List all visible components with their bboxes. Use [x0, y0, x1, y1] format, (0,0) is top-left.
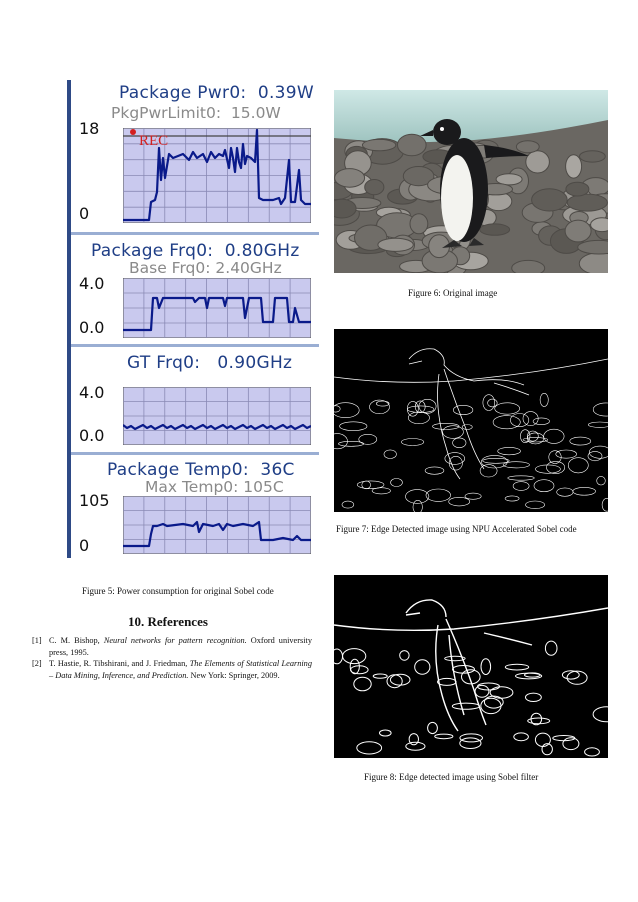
- npu-edge-detected-image: [334, 329, 608, 512]
- divider: [71, 232, 319, 235]
- gt-y-max: 4.0: [79, 383, 105, 402]
- frequency-graph: [123, 278, 311, 338]
- reference-text: C. M. Bishop, Neural networks for pattern recognition. Oxford university press, 1995.: [49, 636, 312, 657]
- power-panel-section: [71, 80, 319, 230]
- frequency-y-min: 0.0: [79, 318, 105, 337]
- gt-frequency-panel-section: [71, 350, 319, 450]
- gt-frequency-graph: [123, 387, 311, 445]
- reference-number: [1]: [32, 636, 42, 645]
- gt-frequency-readout: GT Frq0: 0.90GHz: [127, 353, 293, 373]
- max-temperature-readout: Max Temp0: 105C: [145, 478, 284, 496]
- gt-y-min: 0.0: [79, 426, 105, 445]
- power-y-min: 0: [79, 204, 90, 223]
- temperature-y-max: 105: [79, 491, 110, 510]
- figure-8-caption: Figure 8: Edge detected image using Sobel filter: [364, 772, 539, 782]
- divider: [71, 452, 319, 455]
- base-frequency-readout: Base Frq0: 2.40GHz: [129, 259, 282, 277]
- record-dot-icon: [130, 129, 136, 135]
- rec-label: REC: [139, 133, 169, 149]
- figure-6-caption: Figure 6: Original image: [408, 288, 498, 298]
- temperature-graph: [123, 496, 311, 554]
- frequency-panel-section: [71, 238, 319, 342]
- power-y-max: 18: [79, 119, 100, 138]
- package-power-readout: Package Pwr0: 0.39W: [119, 83, 315, 103]
- figure-5-caption: Figure 5: Power consumption for original Sobel code: [82, 586, 274, 596]
- sobel-edge-detected-image: [334, 575, 608, 758]
- original-penguin-image: [334, 90, 608, 273]
- divider: [71, 344, 319, 347]
- reference-item: [32, 635, 312, 658]
- temperature-panel-section: [71, 458, 319, 558]
- power-limit-readout: PkgPwrLimit0: 15.0W: [111, 104, 281, 122]
- package-temperature-readout: Package Temp0: 36C: [107, 460, 295, 480]
- power-monitor-figure: [67, 80, 319, 558]
- figure-7-caption: Figure 7: Edge Detected image using NPU Accelerated Sobel code: [336, 524, 577, 534]
- reference-text: T. Hastie, R. Tibshirani, and J. Friedman, The Elements of Statistical Learning – Data Mining, Inference, and Prediction. New York: Springer, 2009.: [49, 659, 312, 680]
- references-heading: 10. References: [128, 614, 208, 629]
- frequency-y-max: 4.0: [79, 274, 105, 293]
- reference-item: [32, 658, 312, 681]
- package-frequency-readout: Package Frq0: 0.80GHz: [91, 241, 300, 261]
- reference-number: [2]: [32, 659, 42, 668]
- temperature-y-min: 0: [79, 536, 90, 555]
